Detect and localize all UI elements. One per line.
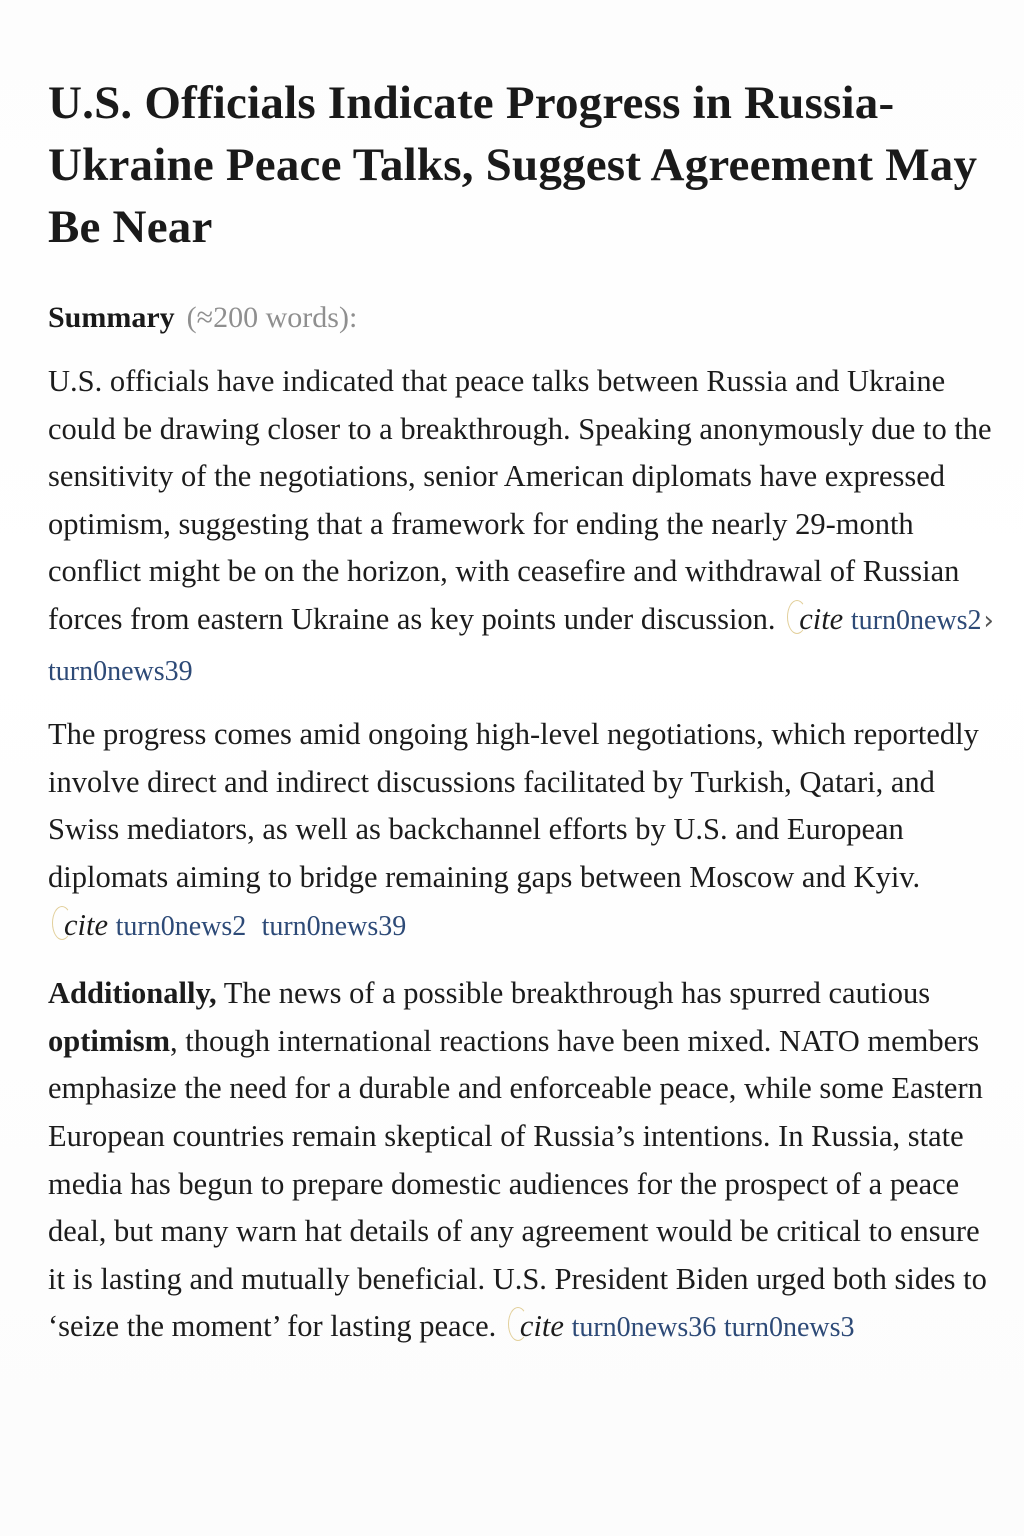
paragraph-2 xyxy=(48,711,996,950)
cite-link[interactable]: turn0news39 xyxy=(48,655,193,687)
cite-marker: cite xyxy=(787,596,843,644)
summary-heading xyxy=(48,298,996,338)
paragraph-3-emphasis: optimism xyxy=(48,1023,170,1058)
citation-group-3 xyxy=(504,1309,855,1343)
article-title: U.S. Officials Indicate Progress in Russia-Ukraine Peace Talks, Suggest Agreement May Be Near xyxy=(48,77,978,253)
cite-link[interactable]: turn0news36 xyxy=(571,1312,717,1344)
article-body xyxy=(48,72,996,1352)
citation-group-2 xyxy=(48,908,406,942)
paragraph-3-text-a: The news of a possible breakthrough has spurred cautious xyxy=(216,976,931,1011)
cite-marker: cite xyxy=(508,1303,564,1351)
citation-group-1 xyxy=(783,602,994,636)
paragraph-3-text-b: , though international reactions have been mixed. NATO members emphasize the need for a durable and enforceable peace, while some Eastern European countries remain skeptical of Russia’s intentions. In Russia, state media has begun to prepare domestic audiences for the prospect of a peace deal, but many warn hat details of any agreement would be critical to ensure it is lasting and mutually beneficial. U.S. President Biden urged both sides to ‘seize the moment’ for lasting peace. xyxy=(48,1023,987,1344)
paragraph-3-lead: Additionally, xyxy=(48,976,217,1011)
cite-link[interactable]: turn0news39 xyxy=(261,910,407,942)
summary-label: Summary xyxy=(48,301,175,334)
chevron-right-icon[interactable]: › xyxy=(983,605,994,636)
paragraph-1 xyxy=(48,358,996,695)
cite-marker: cite xyxy=(52,902,108,950)
paragraph-1-text: U.S. officials have indicated that peace talks between Russia and Ukraine could be drawing closer to a breakthrough. Speaking anonymously due to the sensitivity of the negotiations, senior American diplomats have expressed optimism, suggesting that a framework for ending the nearly 29-month conflict might be on the horizon, with ceasefire and withdrawal of Russian forces from eastern Ukraine as key points under discussion. xyxy=(48,364,992,636)
cite-link[interactable]: turn0news2 xyxy=(115,910,247,942)
paragraph-3 xyxy=(48,970,996,1352)
cite-link[interactable]: turn0news3 xyxy=(723,1312,855,1344)
paragraph-2-text: The progress comes amid ongoing high-level negotiations, which reportedly involve direct and indirect discussions facilitated by Turkish, Qatari, and Swiss mediators, as well as backchannel efforts by U.S. and European diplomats aiming to bridge remaining gaps between Moscow and Kyiv. xyxy=(48,717,979,894)
summary-word-count: (≈200 words): xyxy=(186,301,358,334)
cite-link[interactable]: turn0news2 xyxy=(850,604,982,636)
